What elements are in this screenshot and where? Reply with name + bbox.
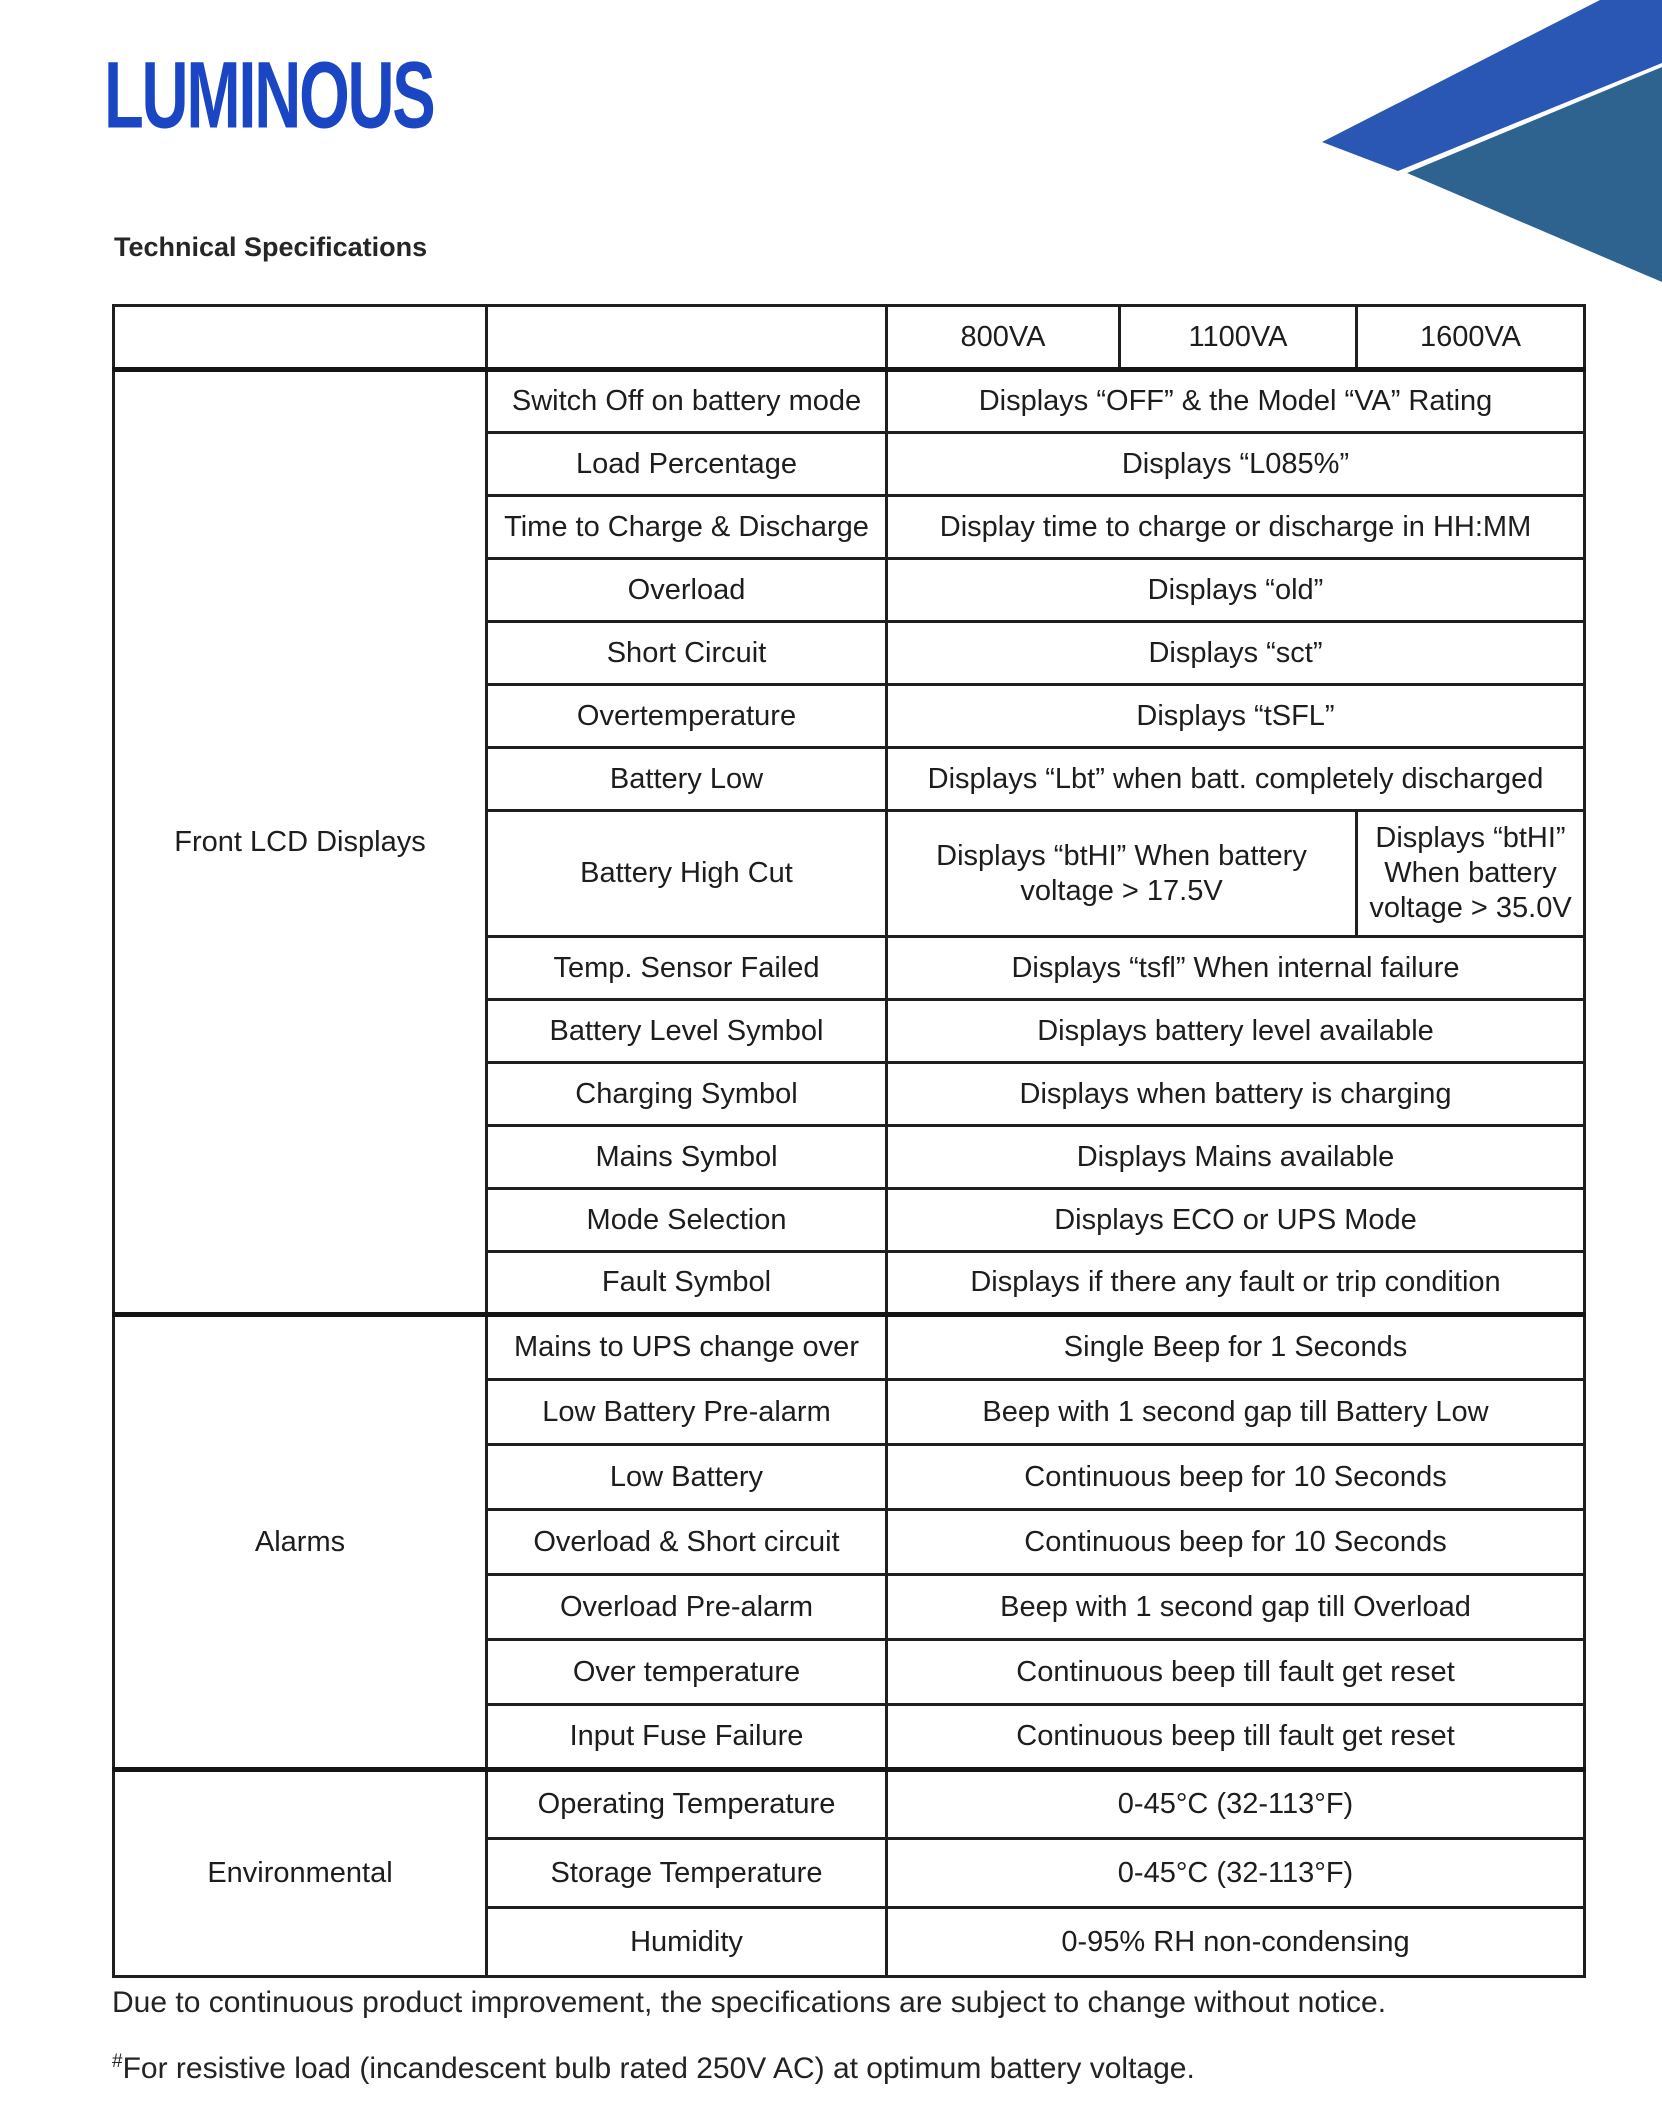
row-value-cell: Displays battery level available [887,1000,1585,1063]
row-value-cell: Continuous beep till fault get reset [887,1640,1585,1705]
header-empty-group-cell [114,306,487,370]
table-row [114,1315,1585,1380]
row-value-cell: 0-45°C (32-113°F) [887,1839,1585,1908]
row-value-cell: Continuous beep for 10 Seconds [887,1445,1585,1510]
row-label-cell: Humidity [487,1908,887,1977]
row-value-cell: Displays when battery is charging [887,1063,1585,1126]
row-value-cell: Continuous beep till fault get reset [887,1705,1585,1770]
row-value-cell: Display time to charge or discharge in HH:MM [887,496,1585,559]
row-label-cell: Overload & Short circuit [487,1510,887,1575]
section-label-environmental: Environmental [114,1770,487,1977]
row-value-cell: Single Beep for 1 Seconds [887,1315,1585,1380]
row-label-cell: Time to Charge & Discharge [487,496,887,559]
row-label-cell: Overtemperature [487,685,887,748]
row-value-cell: Displays “sct” [887,622,1585,685]
row-label-cell: Charging Symbol [487,1063,887,1126]
row-label-cell: Switch Off on battery mode [487,370,887,433]
model-header-800va: 800VA [887,306,1120,370]
row-value-cell: Displays ECO or UPS Mode [887,1189,1585,1252]
row-value-cell: Displays “tsfl” When internal failure [887,937,1585,1000]
row-label-cell: Load Percentage [487,433,887,496]
row-label-cell: Battery Low [487,748,887,811]
model-header-row [114,306,1585,370]
section-label-front-lcd: Front LCD Displays [114,370,487,1315]
row-value-cell: Displays “tSFL” [887,685,1585,748]
row-value-cell: Displays “old” [887,559,1585,622]
row-label-cell: Operating Temperature [487,1770,887,1839]
table-row [114,1770,1585,1839]
row-label-cell: Battery High Cut [487,811,887,937]
model-header-1600va: 1600VA [1357,306,1585,370]
footnote-resistive-text: For resistive load (incandescent bulb rated 250V AC) at optimum battery voltage. [122,2052,1195,2085]
row-label-cell: Input Fuse Failure [487,1705,887,1770]
footnote-resistive-load [112,2052,1195,2086]
spec-table [112,304,1586,1978]
row-value-cell: Displays “L085%” [887,433,1585,496]
footnote-change-notice: Due to continuous product improvement, the specifications are subject to change without notice. [112,1986,1387,2019]
header-empty-feature-cell [487,306,887,370]
luminous-logo: LUMINOUS [104,41,434,148]
row-value-cell-1600: Displays “btHI” When battery voltage > 35.0V [1357,811,1585,937]
row-label-cell: Mode Selection [487,1189,887,1252]
row-value-cell: Beep with 1 second gap till Overload [887,1575,1585,1640]
page-title: Technical Specifications [114,232,428,262]
row-label-cell: Short Circuit [487,622,887,685]
row-value-cell: Displays “Lbt” when batt. completely discharged [887,748,1585,811]
row-label-cell: Over temperature [487,1640,887,1705]
row-value-cell: Displays Mains available [887,1126,1585,1189]
row-value-cell: Continuous beep for 10 Seconds [887,1510,1585,1575]
table-row [114,370,1585,433]
footnote-hash-marker: # [112,2051,123,2072]
row-value-cell: 0-95% RH non-condensing [887,1908,1585,1977]
row-value-cell: Displays “OFF” & the Model “VA” Rating [887,370,1585,433]
row-label-cell: Low Battery Pre-alarm [487,1380,887,1445]
row-label-cell: Overload Pre-alarm [487,1575,887,1640]
row-value-cell-800-1100: Displays “btHI” When battery voltage > 17.5V [887,811,1357,937]
row-label-cell: Battery Level Symbol [487,1000,887,1063]
row-value-cell: 0-45°C (32-113°F) [887,1770,1585,1839]
row-label-cell: Low Battery [487,1445,887,1510]
model-header-1100va: 1100VA [1120,306,1357,370]
row-label-cell: Storage Temperature [487,1839,887,1908]
row-label-cell: Fault Symbol [487,1252,887,1315]
section-label-alarms: Alarms [114,1315,487,1770]
row-label-cell: Mains to UPS change over [487,1315,887,1380]
row-label-cell: Mains Symbol [487,1126,887,1189]
corner-decoration [1250,0,1662,300]
row-value-cell: Beep with 1 second gap till Battery Low [887,1380,1585,1445]
row-label-cell: Overload [487,559,887,622]
row-value-cell: Displays if there any fault or trip condition [887,1252,1585,1315]
row-label-cell: Temp. Sensor Failed [487,937,887,1000]
